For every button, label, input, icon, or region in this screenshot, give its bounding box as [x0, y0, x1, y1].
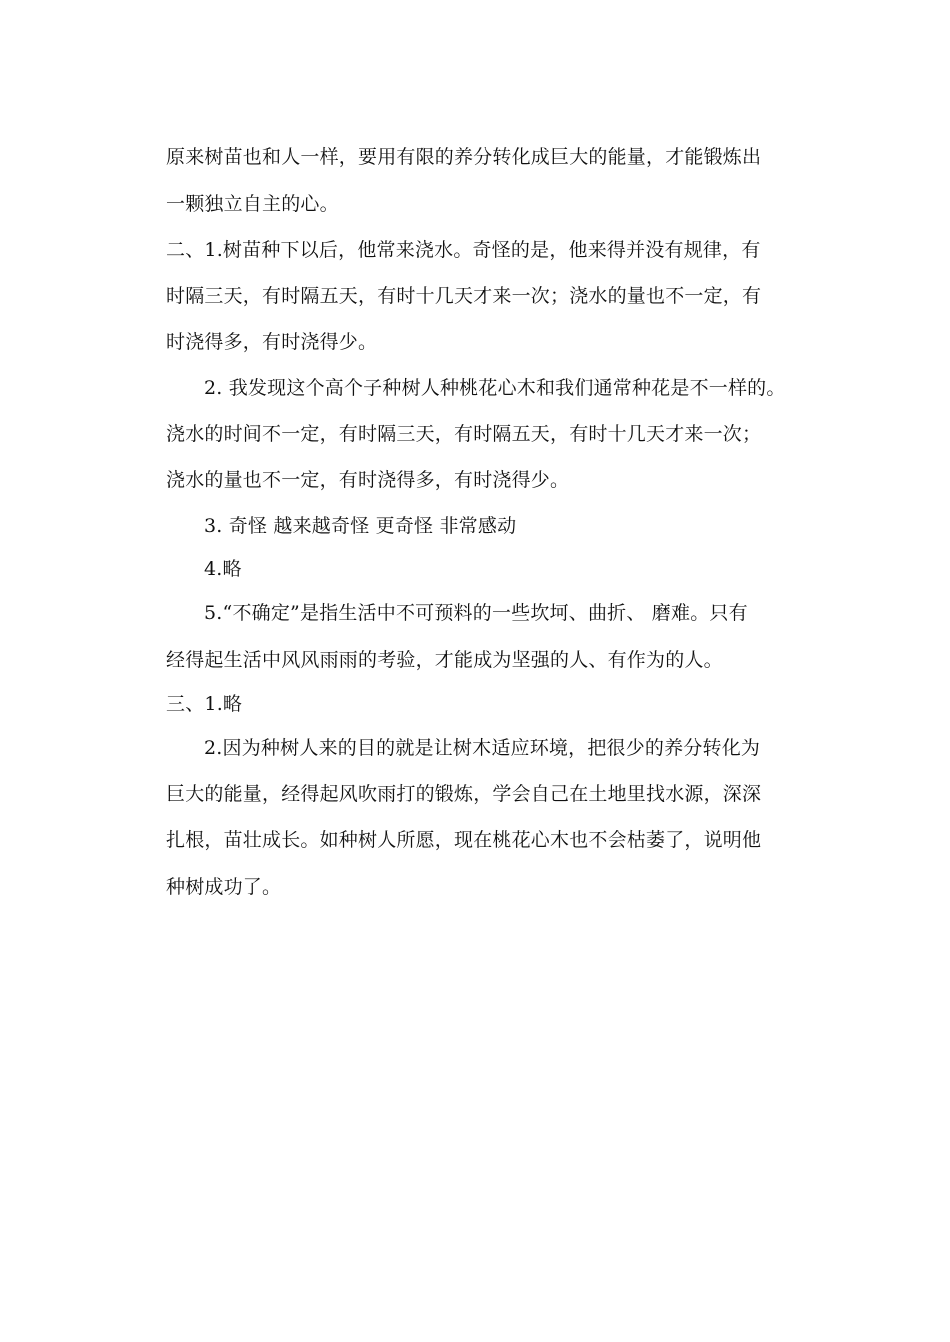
text-line: 5.“不确定”是指生活中不可预料的一些坎坷、曲折、 磨难。只有 — [204, 602, 748, 624]
text-line: 时浇得多，有时浇得少。 — [166, 331, 378, 353]
text-line: 种树成功了。 — [166, 876, 282, 898]
text-line: 2. 我发现这个高个子种树人种桃花心木和我们通常种花是不一样的。 — [204, 377, 786, 399]
text-line: 巨大的能量，经得起风吹雨打的锻炼，学会自己在土地里找水源，深深 — [166, 783, 762, 805]
text-line: 浇水的量也不一定，有时浇得多，有时浇得少。 — [166, 469, 570, 491]
text-line: 2.因为种树人来的目的就是让树木适应环境，把很少的养分转化为 — [204, 737, 761, 759]
text-line: 时隔三天，有时隔五天，有时十几天才来一次；浇水的量也不一定，有 — [166, 285, 762, 307]
text-line: 二、1.树苗种下以后，他常来浇水。奇怪的是，他来得并没有规律，有 — [166, 239, 761, 261]
text-line: 原来树苗也和人一样，要用有限的养分转化成巨大的能量，才能锻炼出 — [166, 146, 762, 168]
text-line: 浇水的时间不一定，有时隔三天，有时隔五天，有时十几天才来一次； — [166, 423, 762, 445]
text-line: 三、1.略 — [166, 693, 243, 715]
text-line: 一颗独立自主的心。 — [166, 193, 339, 215]
text-line: 经得起生活中风风雨雨的考验，才能成为坚强的人、有作为的人。 — [166, 649, 723, 671]
text-line: 扎根，苗壮成长。如种树人所愿，现在桃花心木也不会枯萎了，说明他 — [166, 829, 762, 851]
text-line: 3. 奇怪 越来越奇怪 更奇怪 非常感动 — [204, 515, 517, 537]
text-line: 4.略 — [204, 558, 242, 580]
